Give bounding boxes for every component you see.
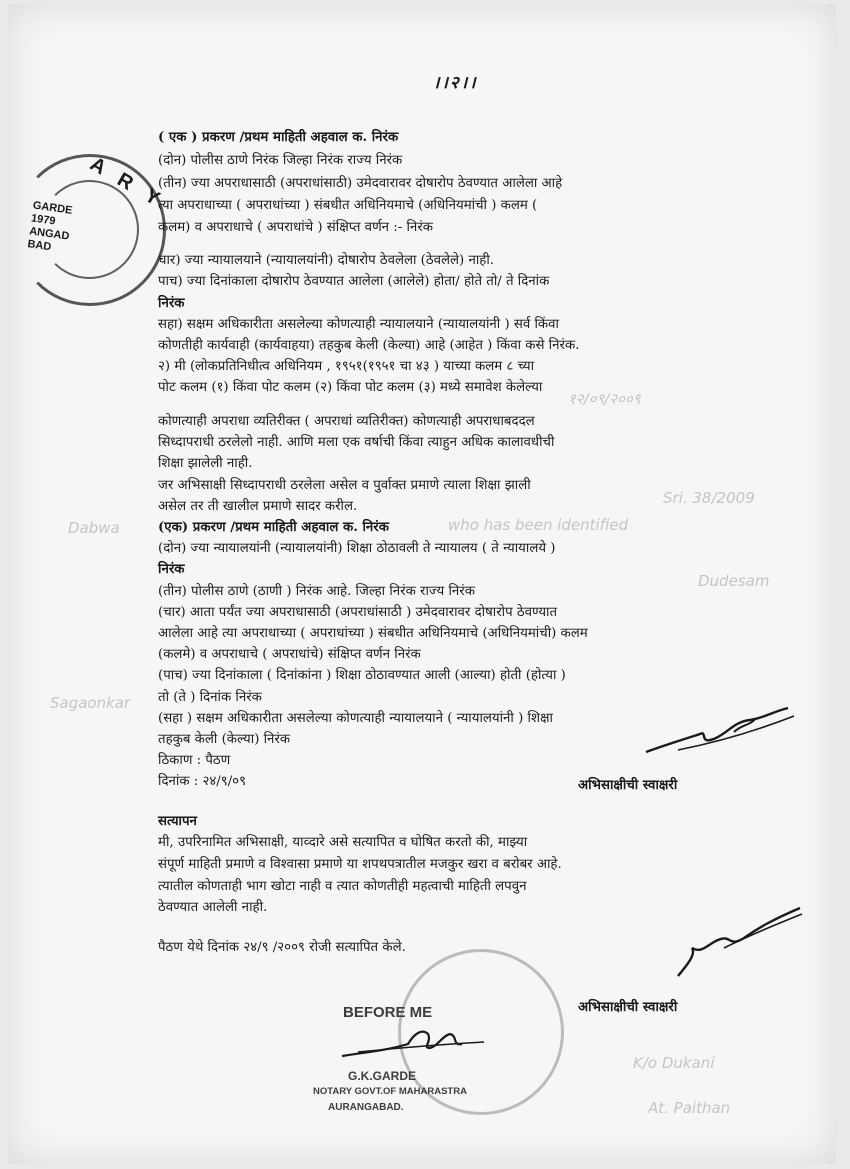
- before-me-label: BEFORE ME: [343, 1004, 433, 1021]
- text-line: कोणत्याही अपराधा व्यतिरीक्त ( अपराधां व्यतिरीक्त) कोणत्याही अपराधाबददल: [158, 414, 535, 429]
- verified-line: पैठण येथे दिनांक २४/९ /२००९ रोजी सत्यापित केले.: [158, 940, 406, 955]
- bleed-through-mark: K/o Dukani: [633, 1054, 715, 1072]
- bleed-through-mark: Dabwa: [68, 519, 120, 537]
- text-line: २) मी (लोकप्रतिनिधीत्व अधिनियम , १९५१(१९५१ चा ४३ ) याच्या कलम ८ च्या: [158, 359, 535, 374]
- bleed-through-mark: Sri. 38/2009: [663, 489, 755, 507]
- text-line: चार) ज्या न्यायालयाने (न्यायालयांनी) दोषारोप ठेवलेला (ठेवलेले) नाही.: [158, 253, 494, 268]
- bleed-through-mark: who has been identified: [448, 516, 629, 534]
- notary-place: AURANGABAD.: [328, 1102, 404, 1113]
- text-line: (कलमे) व अपराधाचे ( अपराधांचे) संक्षिप्त वर्णन निरंक: [158, 647, 421, 662]
- text-line: (पाच) ज्या दिनांकाला ( दिनांकांना ) शिक्षा ठोठावण्यात आली (आल्या) होती (होत्या ): [158, 668, 566, 683]
- text-line: ठेवण्यात आलेली नाही.: [158, 900, 268, 915]
- notary-signature: [338, 1022, 488, 1062]
- notary-title: NOTARY GOVT.OF MAHARASTRA: [313, 1086, 467, 1097]
- text-line: कोणतीही कार्यवाही (कार्यवाहया) तहकुब केली (केल्या) आहे (आहेत ) किंवा कसे निरंक.: [158, 338, 580, 353]
- deponent-signature-2: [668, 904, 808, 984]
- seal-inner-text: GARDE 1979 ANGAD BAD: [26, 199, 74, 254]
- text-line: त्यातील कोणताही भाग खोटा नाही व त्यात कोणतीही महत्वाची माहिती लपवुन: [158, 879, 527, 894]
- text-line: मी, उपरिनामित अभिसाक्षी, याव्दारे असे सत्यापित व घोषित करतो की, माझ्या: [158, 835, 528, 850]
- bleed-through-mark: १२/०९/२००९: [568, 390, 641, 408]
- deponent-signature-1: [638, 704, 798, 764]
- text-line: शिक्षा झालेली नाही.: [158, 456, 253, 471]
- text-line: (तीन) पोलीस ठाणे (ठाणी ) निरंक आहे. जिल्हा निरंक राज्य निरंक: [158, 584, 475, 599]
- text-line: निरंक: [158, 562, 185, 577]
- text-line: कलम) व अपराधाचे ( अपराधांचे ) संक्षिप्त वर्णन :- निरंक: [158, 220, 433, 235]
- text-line: संपूर्ण माहिती प्रमाणे व विश्वासा प्रमाणे या शपथपत्रातील मजकुर खरा व बरोबर आहे.: [158, 857, 562, 872]
- place-line: ठिकाण : पैठण: [158, 753, 231, 768]
- text-line: (चार) आता पर्यंत ज्या अपराधासाठी (अपराधांसाठी ) उमेदवारावर दोषारोप ठेवण्यात: [158, 605, 558, 620]
- text-line: असेल तर ती खालील प्रमाणे सादर करील.: [158, 499, 358, 514]
- text-line: पाच) ज्या दिनांकाला दोषारोप ठेवण्यात आलेला (आलेले) होता/ होते तो/ ते दिनांक: [158, 274, 550, 289]
- text-line: निरंक: [158, 296, 185, 311]
- bleed-through-mark: Dudesam: [698, 572, 770, 590]
- text-line: (दोन) पोलीस ठाणे निरंक जिल्हा निरंक राज्य निरंक: [158, 153, 403, 168]
- text-line: आलेला आहे त्या अपराधाच्या ( अपराधांच्या ) संबधीत अधिनियमाचे (अधिनियमांची) कलम: [158, 626, 588, 641]
- signature-caption: अभिसाक्षीची स्वाक्षरी: [578, 1000, 678, 1015]
- text-line: पोट कलम (१) किंवा पोट कलम (२) किंवा पोट कलम (३) मध्ये समावेश केलेल्या: [158, 380, 543, 395]
- notary-name: G.K.GARDE: [348, 1069, 417, 1083]
- text-line: तो (ते ) दिनांक निरंक: [158, 690, 262, 705]
- bleed-through-mark: Sagaonkar: [50, 694, 131, 712]
- verification-heading: सत्यापन: [158, 814, 197, 829]
- text-line: (सहा ) सक्षम अधिकारीता असलेल्या कोणत्याही न्यायालयाने ( न्यायालयांनी ) शिक्षा: [158, 711, 553, 726]
- text-line: सिध्दापराधी ठरलेलो नाही. आणि मला एक वर्षाची किंवा त्याहुन अधिक कालावधीची: [158, 435, 555, 450]
- signature-caption: अभिसाक्षीची स्वाक्षरी: [578, 778, 678, 793]
- text-line: (तीन) ज्या अपराधासाठी (अपराधांसाठी) उमेदवारावर दोषारोप ठेवण्यात आलेला आहे: [158, 176, 563, 191]
- text-line: तहकुब केली (केल्या) निरंक: [158, 732, 291, 747]
- bleed-through-mark: At. Paithan: [648, 1099, 731, 1117]
- date-line: दिनांक : २४/९/०९: [158, 774, 247, 789]
- text-line: (एक) प्रकरण /प्रथम माहिती अहवाल क. निरंक: [158, 520, 389, 535]
- text-line: त्या अपराधाच्या ( अपराधांच्या ) संबधीत अधिनियमाचे (अधिनियमांची ) कलम (: [158, 198, 538, 213]
- text-line: (दोन) ज्या न्यायालयांनी (न्यायालयांनी) शिक्षा ठोठावली ते न्यायालय ( ते न्यायालये ): [158, 541, 556, 556]
- text-line: ( एक ) प्रकरण /प्रथम माहिती अहवाल क. निरंक: [158, 130, 399, 145]
- page-number: ।।२।।: [433, 73, 478, 93]
- text-line: सहा) सक्षम अधिकारीता असलेल्या कोणत्याही न्यायालयाने (न्यायालयांनी ) सर्व किंवा: [158, 317, 559, 332]
- seal-letters: A R Y: [86, 152, 169, 214]
- affidavit-page: [8, 4, 836, 1164]
- text-line: जर अभिसाक्षी सिध्दापराधी ठरलेला असेल व पुर्वाक्त प्रमाणे त्याला शिक्षा झाली: [158, 478, 531, 493]
